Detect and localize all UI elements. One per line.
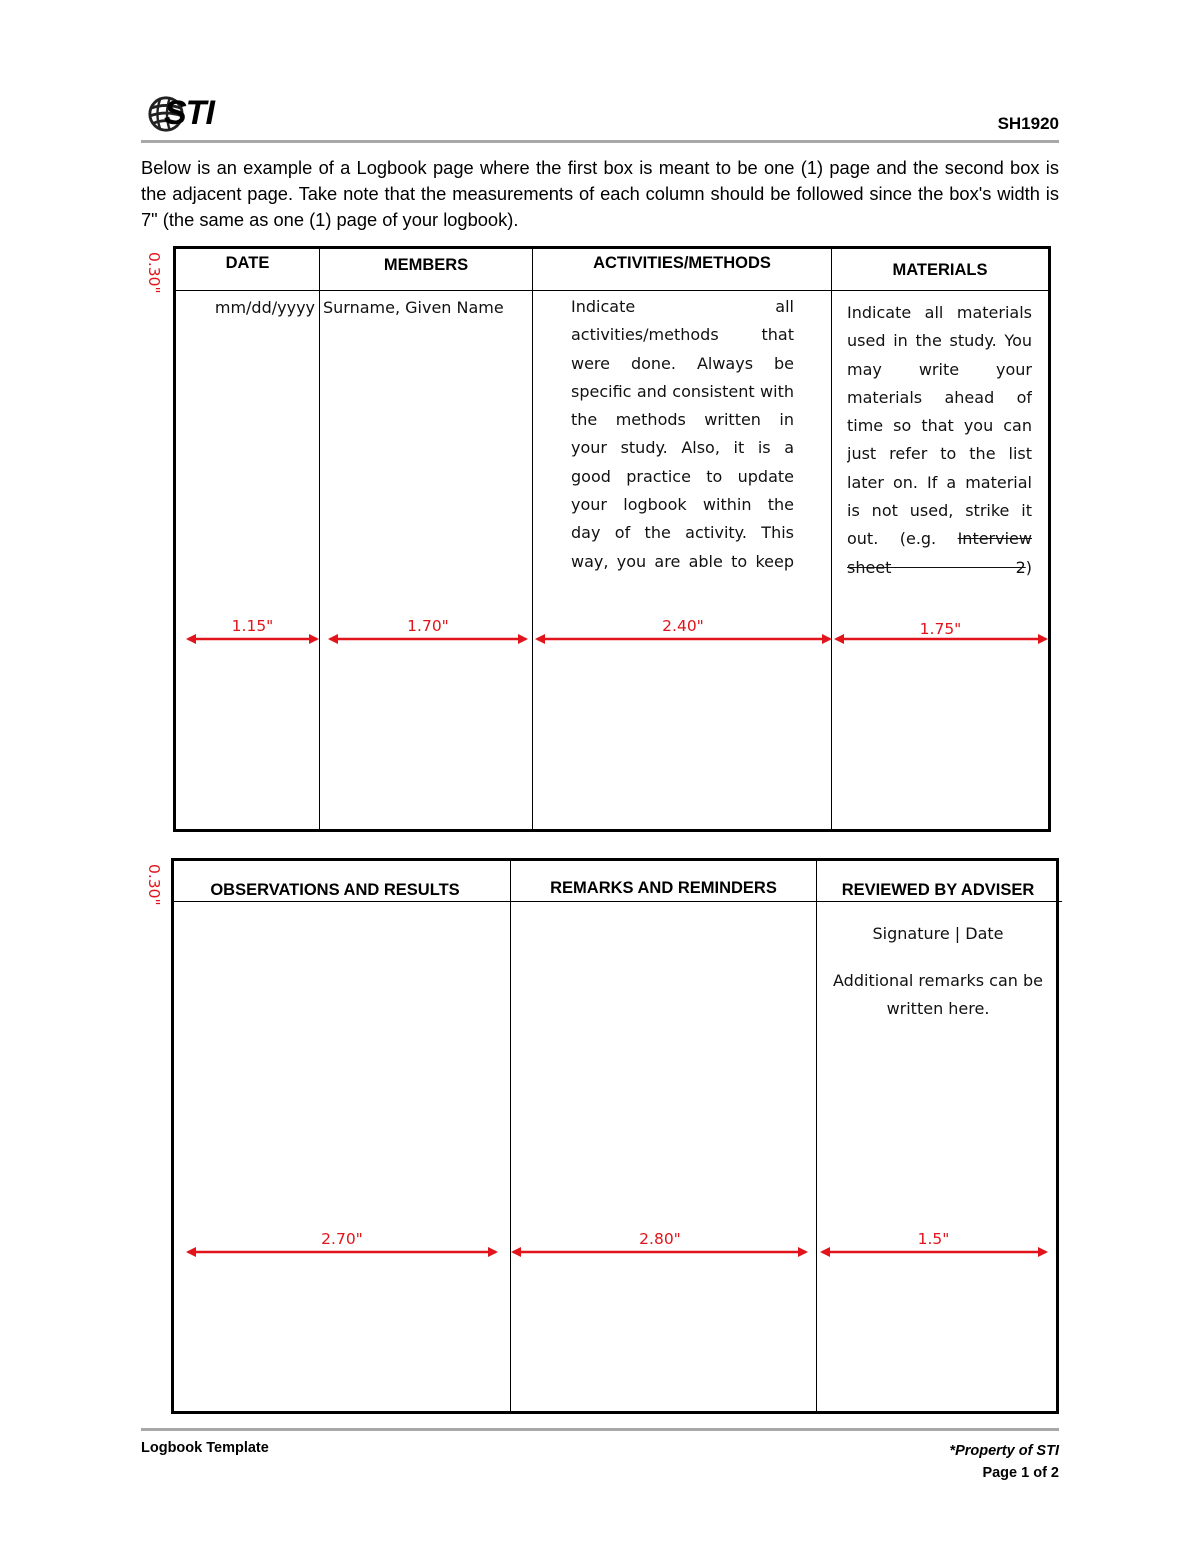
sti-logo-text: STI — [164, 94, 214, 132]
members-format-text: Surname, Given Name — [323, 298, 504, 317]
box1-height-label: 0.30" — [145, 252, 163, 294]
date-width-label: 1.15" — [231, 617, 274, 635]
box2-height-label: 0.30" — [145, 864, 163, 906]
footer-rule — [141, 1428, 1059, 1431]
activities-instructions: Indicate all activities/methods that were done. Always be specific and consistent with the methods written in your study. Also, it is a good practice to update your logbook within the day of the activity. This way, you are able to keep — [571, 297, 794, 571]
reviewed-header: REVIEWED BY ADVISER — [841, 881, 1035, 899]
observations-header: OBSERVATIONS AND RESULTS — [210, 881, 460, 899]
footer-template-name: Logbook Template — [141, 1440, 269, 1456]
property-text: *Property of STI — [949, 1443, 1059, 1459]
remarks-width-label: 2.80" — [639, 1230, 681, 1248]
page-number: Page 1 of 2 — [982, 1465, 1059, 1481]
activities-width-label: 2.40" — [662, 617, 704, 635]
strikethrough-example: Interview sheet 2 — [847, 529, 1032, 577]
materials-header: MATERIALS — [892, 261, 988, 279]
date-header: DATE — [225, 254, 270, 272]
additional-remarks-text: Additional remarks can be written here. — [833, 971, 1043, 1018]
materials-instructions: Indicate all materials used in the study. You may write your materials ahead of time so that you can just refer to the list later on. If a material is not used, strike it out. (e.g. Interview sheet 2) — [847, 303, 1032, 577]
signature-date-text: Signature | Date — [872, 924, 1004, 943]
materials-width-label: 1.75" — [919, 620, 962, 638]
members-header: MEMBERS — [383, 256, 469, 274]
remarks-header: REMARKS AND REMINDERS — [550, 879, 777, 897]
observations-width-label: 2.70" — [321, 1230, 363, 1248]
date-format-text: mm/dd/yyyy — [214, 298, 315, 317]
document-code: SH1920 — [997, 114, 1059, 133]
activities-header: ACTIVITIES/METHODS — [593, 254, 771, 272]
intro-paragraph: Below is an example of a Logbook page where the first box is meant to be one (1) page and the second box is the adjacent page. Take note that the measurements of each column should be followed since the box's width is 7" (the same as one (1) page of your logbook). — [141, 157, 1059, 230]
footer-property — [949, 1440, 1059, 1484]
members-width-label: 1.70" — [407, 617, 449, 635]
reviewed-width-label: 1.5" — [917, 1230, 950, 1248]
